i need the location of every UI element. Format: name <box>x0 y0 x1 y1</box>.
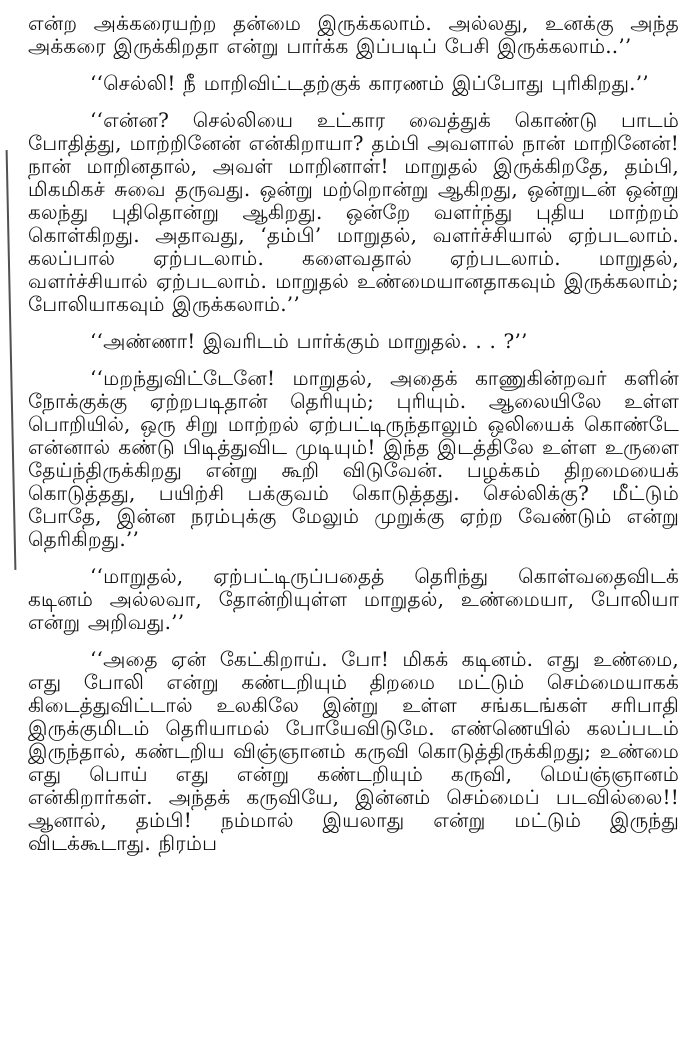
paragraph-2: ‘‘செல்லி! நீ மாறிவிட்டதற்குக் காரணம் இப்போது புரிகிறது.’’ <box>90 71 649 95</box>
paragraph-3: ‘‘என்ன? செல்லியை உட்கார வைத்துக் கொண்டு பாடம் போதித்து, மாற்றினேன் என்கிறாயா? தம்பி அவளால் நான் மாறினேன்! நான் மாறினதால், அவள் மாறினாள்! மாறுதல் இருக்கிறதே, தம்பி, மிகமிகச் சுவை தருவது. ஒன்று மற்றொன்று ஆகிறது, ஒன்றுடன் ஒன்று கலந்து புதிதொன்று ஆகிறது. ஒன்றே வளர்ந்து புதிய மாற்றம் கொள்கிறது. அதாவது, ‘தம்பி’ மாறுதல், வளர்ச்சியால் ஏற்படலாம். கலப்பால் ஏற்படலாம். களைவதால் ஏற்படலாம். மாறுதல், வளர்ச்சியால் ஏற்படலாம். மாறுதல் உண்மையானதாகவும் இருக்கலாம்; போலியாகவும் இருக்கலாம்.’’ <box>28 108 679 316</box>
margin-pencil-mark <box>6 150 17 570</box>
paragraph-5: ‘‘மறந்துவிட்டேனே! மாறுதல், அதைக் காணுகின்றவர் களின் நோக்குக்கு ஏற்றபடிதான் தெரியும்; புரியும். ஆலையிலே உள்ள பொறியில், ஒரு சிறு மாற்றல் ஏற்பட்டிருந்தாலும் ஒலியைக் கொண்டே என்னால் கண்டு பிடித்துவிட முடியும்! இந்த இடத்திலே உள்ள உருளை தேய்ந்திருக்கிறது என்று கூறி விடுவேன். பழக்கம் திறமையைக் கொடுத்தது, பயிற்சி பக்குவம் கொடுத்தது. செல்லிக்கு? மீட்டும் போதே, இன்ன நரம்புக்கு மேலும் முறுக்கு ஏற்ற வேண்டும் என்று தெரிகிறது.’’ <box>28 366 679 551</box>
paragraph-6: ‘‘மாறுதல், ஏற்பட்டிருப்பதைத் தெரிந்து கொள்வதைவிடக் கடினம் அல்லவா, தோன்றியுள்ள மாறுதல், உண்மையா, போலியா என்று அறிவது.’’ <box>28 564 679 634</box>
paragraph-7: ‘‘அதை ஏன் கேட்கிறாய். போ! மிகக் கடினம். எது உண்மை, எது போலி என்று கண்டறியும் திறமை மட்டும் செம்மையாகக் கிடைத்துவிட்டால் உலகிலே இன்று உள்ள சங்கடங்கள் சரிபாதி இருக்குமிடம் தெரியாமல் போயேவிடுமே. எண்ணெயில் கலப்படம் இருந்தால், கண்டறிய விஞ்ஞானம் கருவி கொடுத்திருக்கிறது; உண்மை எது பொய் எது என்று கண்டறியும் கருவி, மெய்ஞ்ஞானம் என்கிறார்கள். அந்தக் கருவியே, இன்னம் செம்மைப் படவில்லை!! ஆனால், தம்பி! நம்மால் இயலாது என்று மட்டும் இருந்து விடக்கூடாது. நிரம்ப <box>28 647 679 855</box>
paragraph-4: ‘‘அண்ணா! இவரிடம் பார்க்கும் மாறுதல். . . ?’’ <box>90 329 528 353</box>
paragraph-1: என்ற அக்கரையற்ற தன்மை இருக்கலாம். அல்லது, உனக்கு அந்த அக்கரை இருக்கிறதா என்று பார்க்க இப்படிப் பேசி இருக்கலாம்..’’ <box>28 11 679 58</box>
